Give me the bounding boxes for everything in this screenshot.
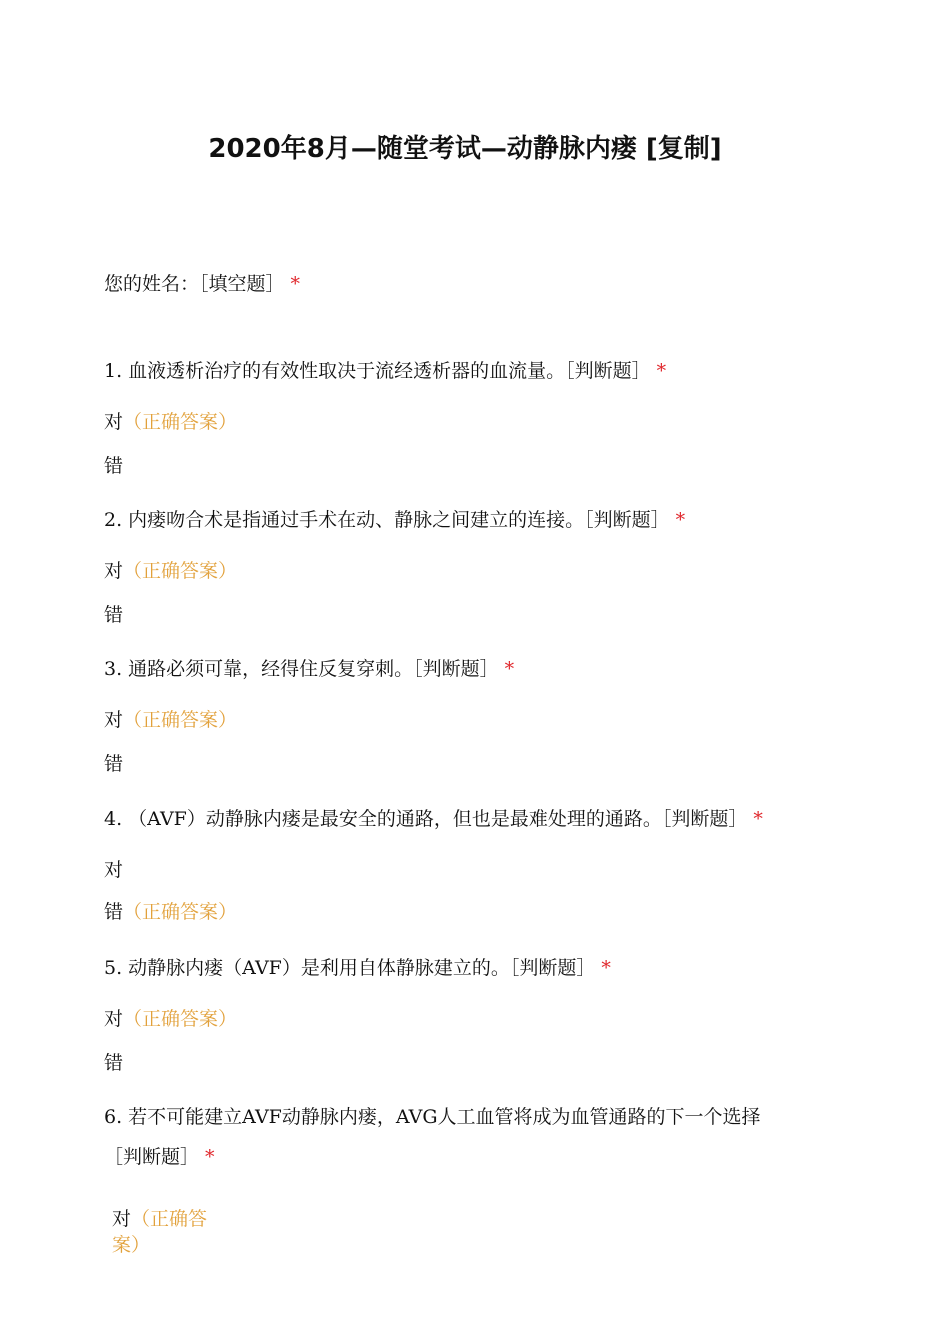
question-text: 3. 通路必须可靠，经得住反复穿刺。［判断题］ [104, 658, 499, 680]
question-text: 4. （AVF）动静脉内瘘是最安全的通路，但也是最难处理的通路。［判断题］ [104, 808, 748, 830]
option-label: 错 [104, 604, 124, 626]
correct-answer-tag: （正确答案） [123, 411, 238, 433]
option-label: 错 [104, 753, 124, 775]
question-1 [104, 359, 666, 383]
question-3 [104, 657, 514, 681]
question-text: 1. 血液透析治疗的有效性取决于流经透析器的血流量。［判断题］ [104, 360, 651, 382]
option-label: 对 [104, 1008, 124, 1030]
required-mark: * [205, 1146, 215, 1168]
question-2-option-true[interactable] [104, 559, 237, 583]
question-4-option-true[interactable] [104, 858, 123, 882]
question-1-option-true[interactable] [104, 410, 237, 434]
question-5-option-false[interactable] [104, 1051, 123, 1075]
question-4-option-false[interactable] [104, 900, 237, 924]
correct-answer-tag: （正确答案） [123, 709, 238, 731]
option-label: 对 [104, 411, 124, 433]
question-6-option-true[interactable] [112, 1206, 222, 1258]
question-5-option-true[interactable] [104, 1007, 237, 1031]
correct-answer-tag: （正确答案） [123, 1008, 238, 1030]
correct-answer-tag: （正确答案） [123, 901, 238, 923]
question-6 [104, 1105, 761, 1129]
question-text: 6. 若不可能建立AVF动静脉内瘘，AVG人工血管将成为血管通路的下一个选择 [104, 1106, 761, 1128]
required-mark: * [675, 509, 686, 531]
required-mark: * [753, 808, 763, 830]
correct-answer-tag: （正确答案） [123, 560, 238, 582]
question-4 [104, 807, 763, 831]
required-mark: * [601, 957, 611, 979]
required-mark: * [656, 360, 667, 382]
name-question-label: 您的姓名：［填空题］ [104, 273, 285, 295]
question-2 [104, 508, 685, 532]
question-5 [104, 956, 611, 980]
page-title: 2020年8月—随堂考试—动静脉内瘘 [复制] [208, 134, 722, 164]
option-label: 错 [104, 455, 124, 477]
question-type: ［判断题］ [104, 1146, 200, 1168]
question-6-continued [104, 1145, 215, 1169]
question-2-option-false[interactable] [104, 603, 123, 627]
option-label: 对 [104, 709, 124, 731]
question-text: 2. 内瘘吻合术是指通过手术在动、静脉之间建立的连接。［判断题］ [104, 509, 670, 531]
question-3-option-true[interactable] [104, 708, 237, 732]
option-label: 错 [104, 901, 124, 923]
question-1-option-false[interactable] [104, 454, 123, 478]
question-text: 5. 动静脉内瘘（AVF）是利用自体静脉建立的。［判断题］ [104, 957, 596, 979]
required-mark: * [290, 273, 301, 295]
option-label: 对 [104, 859, 124, 881]
question-3-option-false[interactable] [104, 752, 123, 776]
correct-answer-tag: （正确答案） [112, 1208, 208, 1256]
required-mark: * [504, 658, 515, 680]
option-label: 对 [104, 560, 124, 582]
option-label: 错 [104, 1052, 124, 1074]
option-label: 对 [112, 1208, 132, 1230]
name-question [104, 272, 300, 296]
